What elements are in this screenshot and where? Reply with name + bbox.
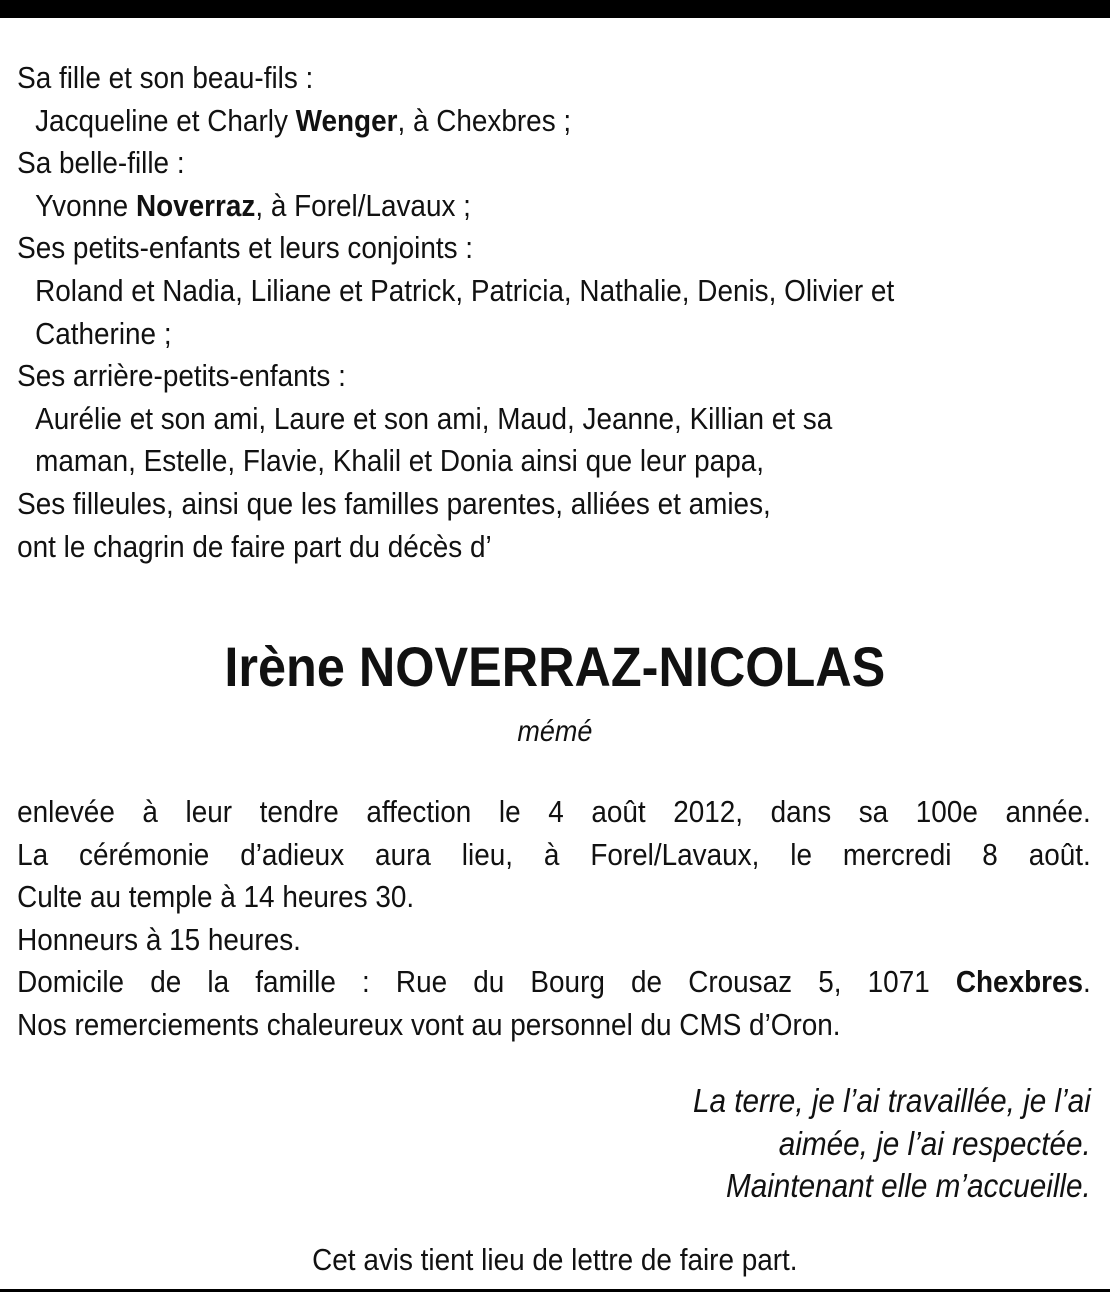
- family-names: Catherine ;: [35, 315, 172, 351]
- family-names: Roland et Nadia, Liliane et Patrick, Patricia, Nathalie, Denis, Olivier et: [35, 272, 895, 308]
- quote: [17, 1080, 1091, 1208]
- family-label: Ses petits-enfants et leurs conjoints :: [17, 230, 474, 266]
- details-line: Culte au temple à 14 heures 30.: [17, 879, 415, 915]
- family-list: [17, 57, 1091, 568]
- family-names: maman, Estelle, Flavie, Khalil et Donia ainsi que leur papa,: [35, 443, 764, 479]
- quote-line: aimée, je l’ai respectée.: [778, 1124, 1091, 1162]
- details-line: enlevée à leur tendre affection le 4 août 2012, dans sa 100e année.: [17, 794, 1091, 829]
- deceased-name: Irène NOVERRAZ-NICOLAS: [224, 635, 886, 698]
- announce-line: ont le chagrin de faire part du décès d’: [17, 528, 492, 564]
- family-names: [17, 100, 1091, 143]
- nickname: mémé: [517, 715, 593, 748]
- place-text: , à Chexbres ;: [397, 102, 572, 138]
- bottom-border: [0, 1289, 1110, 1292]
- closing-note: Cet avis tient lieu de lettre de faire part.: [312, 1242, 798, 1277]
- family-names: Aurélie et son ami, Laure et son ami, Maud, Jeanne, Killian et sa: [35, 400, 833, 436]
- period: .: [1083, 964, 1091, 1000]
- town: Chexbres: [955, 964, 1084, 1000]
- place-text: , à Forel/Lavaux ;: [255, 187, 471, 223]
- names-text: Jacqueline et Charly: [35, 102, 296, 138]
- address-text: Domicile de la famille : Rue du Bourg de Crousaz 5, 1071: [17, 964, 956, 1000]
- quote-line: La terre, je l’ai travaillée, je l’ai: [692, 1082, 1091, 1119]
- others-line: Ses filleules, ainsi que les familles parentes, alliées et amies,: [17, 485, 771, 521]
- details-line: Honneurs à 15 heures.: [17, 921, 301, 957]
- quote-line: Maintenant elle m’accueille.: [725, 1167, 1091, 1204]
- top-border: [0, 0, 1110, 18]
- details-line: La cérémonie d’adieux aura lieu, à Forel/Lavaux, le mercredi 8 août.: [17, 836, 1091, 872]
- details-line: Nos remerciements chaleureux vont au personnel du CMS d’Oron.: [17, 1006, 841, 1042]
- names-text: Yvonne: [35, 187, 136, 223]
- family-label: Sa fille et son beau-fils :: [17, 60, 314, 95]
- details-line: [17, 961, 1091, 1004]
- details: [17, 791, 1091, 1047]
- family-label: Ses arrière-petits-enfants :: [17, 358, 346, 394]
- surname: Wenger: [295, 102, 398, 138]
- surname: Noverraz: [135, 187, 256, 223]
- family-names: [17, 185, 1091, 228]
- family-label: Sa belle-fille :: [17, 145, 185, 181]
